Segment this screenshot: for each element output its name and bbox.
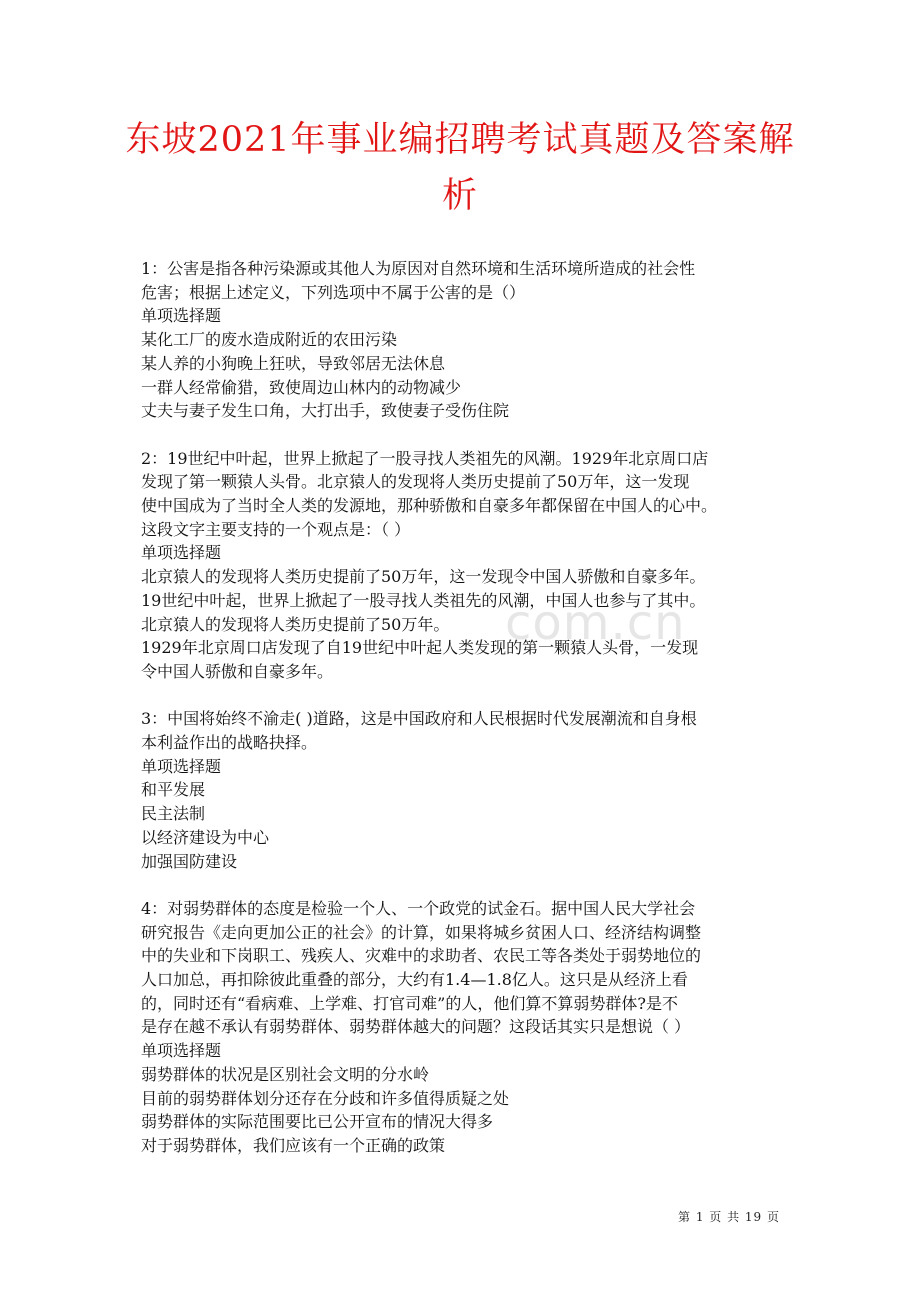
question-4-stem-line: 是存在越不承认有弱势群体、弱势群体越大的问题？这段话其实只是想说（ ） <box>141 1017 691 1037</box>
question-4-option-c: 弱势群体的实际范围要比已公开宣布的情况大得多 <box>141 1112 494 1132</box>
question-3 <box>141 707 786 873</box>
question-2-option-b: 19世纪中叶起，世界上掀起了一股寻找人类祖先的风潮，中国人也参与了其中。 <box>141 590 706 610</box>
question-3-stem-line: 3：中国将始终不渝走( )道路，这是中国政府和人民根据时代发展潮流和自身根 <box>141 709 697 729</box>
question-4-option-d: 对于弱势群体，我们应该有一个正确的政策 <box>141 1135 446 1155</box>
title-line-1: 东坡2021年事业编招聘考试真题及答案解 <box>125 120 795 160</box>
question-4-stem-line: 人口加总，再扣除彼此重叠的部分，大约有1.4—1.8亿人。这只是从经济上看 <box>141 970 688 990</box>
question-4-stem-line: 研究报告《走向更加公正的社会》的计算，如果将城乡贫困人口、经济结构调整 <box>141 922 702 942</box>
question-1-option-b: 某人养的小狗晚上狂吠，导致邻居无法休息 <box>141 353 446 373</box>
question-1-stem-line: 危害；根据上述定义，下列选项中不属于公害的是（） <box>141 282 526 302</box>
question-1-option-d: 丈夫与妻子发生口角，大打出手，致使妻子受伤住院 <box>141 401 510 421</box>
question-3-stem-line: 本利益作出的战略抉择。 <box>141 733 318 753</box>
question-3-option-d: 加强国防建设 <box>141 851 238 871</box>
question-2-stem-line: 发现了第一颗猿人头骨。北京猿人的发现将人类历史提前了50万年，这一发现 <box>141 472 690 492</box>
question-4-option-b: 目前的弱势群体划分还存在分歧和许多值得质疑之处 <box>141 1088 510 1108</box>
question-2-stem-line: 使中国成为了当时全人类的发源地，那种骄傲和自豪多年都保留在中国人的心中。 <box>141 496 718 516</box>
question-2-type: 单项选择题 <box>141 543 222 563</box>
question-4-stem-line: 4：对弱势群体的态度是检验一个人、一个政党的试金石。据中国人民大学社会 <box>141 898 696 918</box>
question-3-option-b: 民主法制 <box>141 804 206 824</box>
watermark: com.cn <box>505 595 686 651</box>
question-2-option-c: 北京猿人的发现将人类历史提前了50万年。 <box>141 614 450 634</box>
question-2 <box>141 447 786 684</box>
question-1-option-c: 一群人经常偷猎，致使周边山林内的动物减少 <box>141 377 462 397</box>
question-4-type: 单项选择题 <box>141 1041 222 1061</box>
question-1-stem-line: 1：公害是指各种污染源或其他人为原因对自然环境和生活环境所造成的社会性 <box>141 259 696 278</box>
question-2-stem-line: 2：19世纪中叶起，世界上掀起了一股寻找人类祖先的风潮。1929年北京周口店 <box>141 448 709 468</box>
title-line-2: 析 <box>441 176 478 216</box>
question-list <box>141 257 786 1181</box>
question-4-stem-line: 中的失业和下岗职工、残疾人、灾难中的求助者、农民工等各类处于弱势地位的 <box>141 946 702 966</box>
question-3-option-a: 和平发展 <box>141 780 206 800</box>
question-1-option-a: 某化工厂的废水造成附近的农田污染 <box>141 330 398 350</box>
question-1-type: 单项选择题 <box>141 306 222 326</box>
document-title <box>120 112 800 224</box>
question-2-option-a: 北京猿人的发现将人类历史提前了50万年，这一发现令中国人骄傲和自豪多年。 <box>141 567 706 587</box>
question-3-type: 单项选择题 <box>141 756 222 776</box>
question-2-stem-line: 这段文字主要支持的一个观点是：（ ） <box>141 519 411 539</box>
question-4-stem-line: 的，同时还有“看病难、上学难、打官司难”的人，他们算不算弱势群体?是不 <box>141 993 678 1013</box>
question-4 <box>141 897 786 1158</box>
question-4-option-a: 弱势群体的状况是区别社会文明的分水岭 <box>141 1064 430 1084</box>
question-2-option-d: 1929年北京周口店发现了自19世纪中叶起人类发现的第一颗猿人头骨，一发现 <box>141 638 699 658</box>
question-3-option-c: 以经济建设为中心 <box>141 827 270 847</box>
page-number: 第 1 页 共 19 页 <box>678 1210 780 1224</box>
question-1 <box>141 257 786 423</box>
question-2-option-d-cont: 令中国人骄傲和自豪多年。 <box>141 661 334 681</box>
